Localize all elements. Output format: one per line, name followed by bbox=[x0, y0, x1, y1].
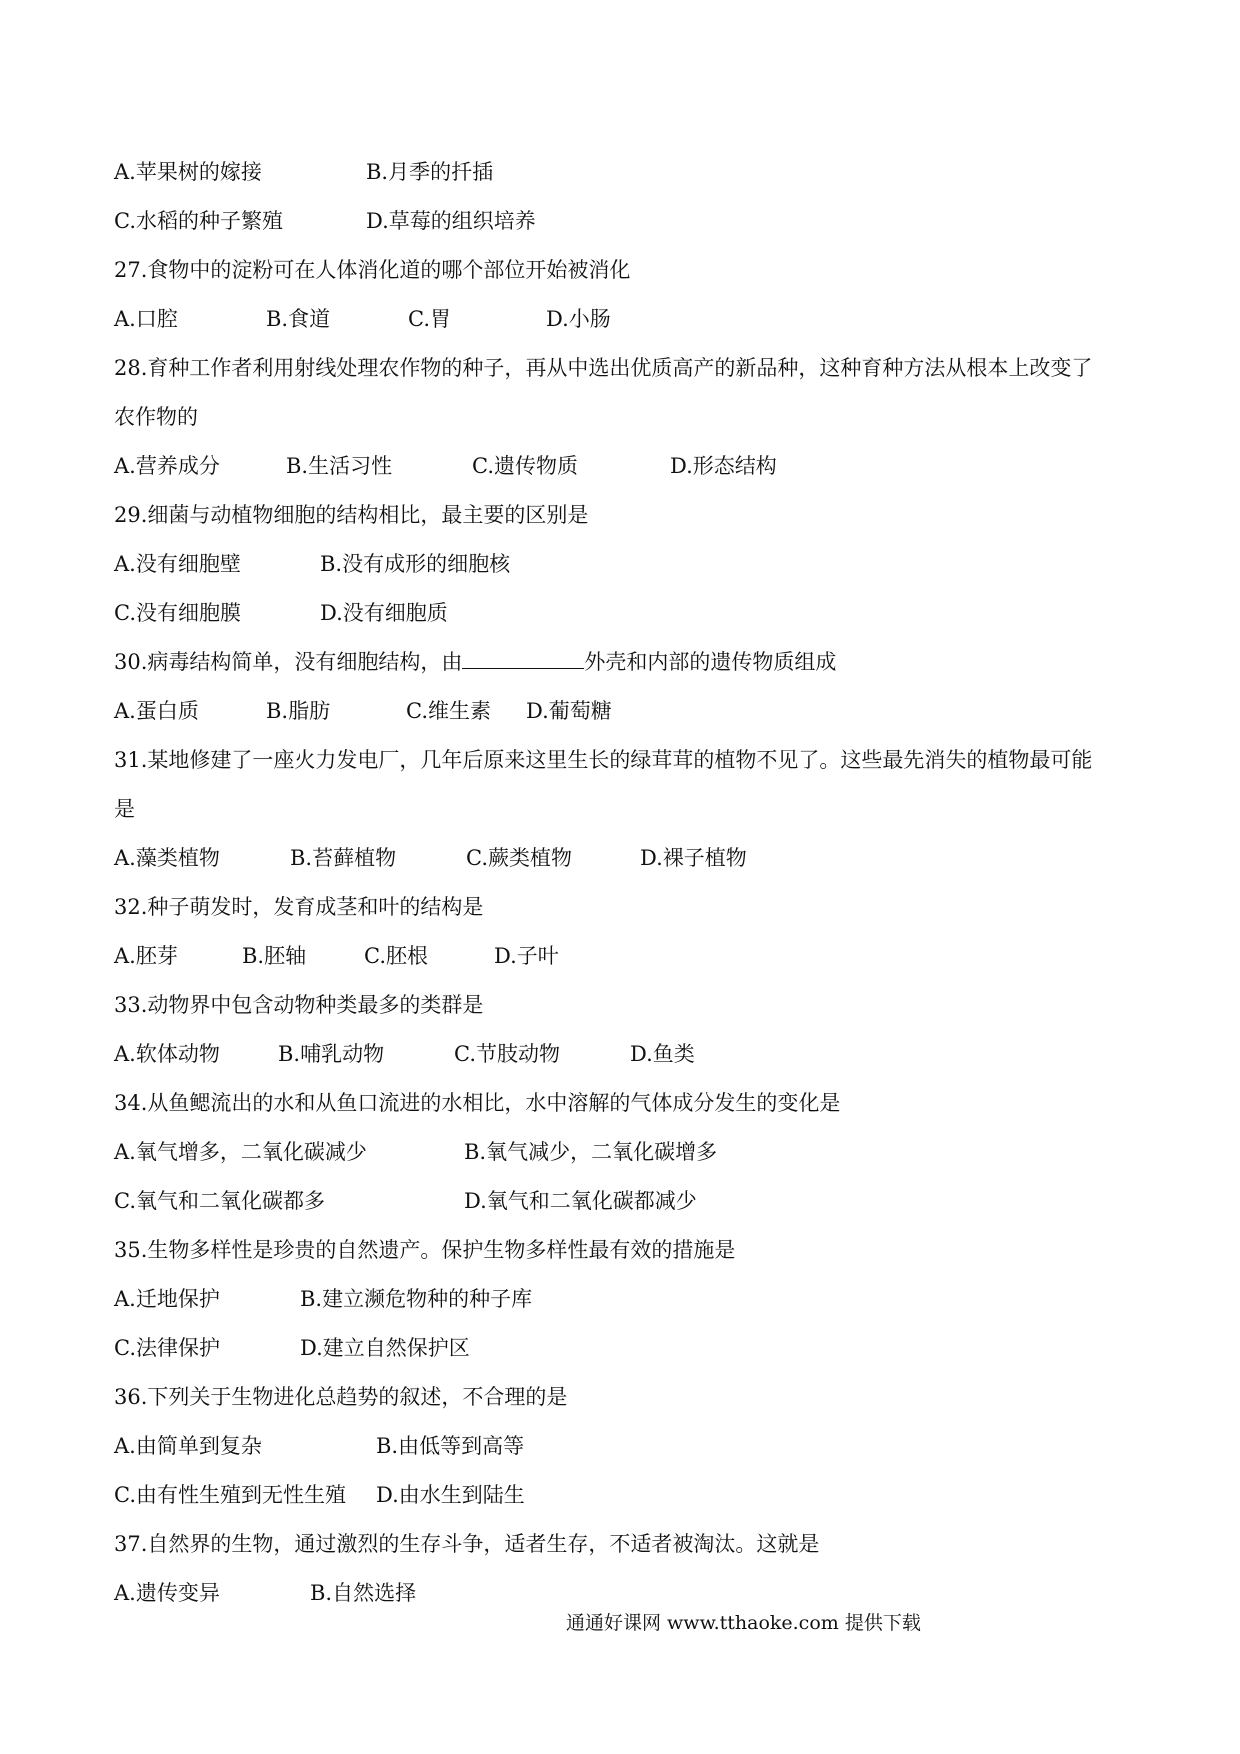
q37-stem: 37.自然界的生物，通过激烈的生存斗争，适者生存，不适者被淘汰。这就是 bbox=[114, 1532, 820, 1556]
q33-option-a: A.软体动物 bbox=[114, 1042, 220, 1066]
q29-stem: 29.细菌与动植物细胞的结构相比，最主要的区别是 bbox=[114, 503, 589, 527]
q34-option-b: B.氧气减少，二氧化碳增多 bbox=[464, 1140, 718, 1164]
q32-option-d: D.子叶 bbox=[494, 944, 559, 968]
q26-option-d: D.草莓的组织培养 bbox=[366, 209, 536, 233]
q26-option-b: B.月季的扦插 bbox=[366, 160, 494, 184]
q34-option-d: D.氧气和二氧化碳都减少 bbox=[464, 1189, 697, 1213]
q33-option-c: C.节肢动物 bbox=[454, 1042, 560, 1066]
q30-option-c: C.维生素 bbox=[406, 699, 491, 723]
q28-option-c: C.遗传物质 bbox=[472, 454, 578, 478]
q29-option-b: B.没有成形的细胞核 bbox=[320, 552, 511, 576]
q27-option-c: C.胃 bbox=[408, 307, 451, 331]
q30-option-d: D.葡萄糖 bbox=[526, 699, 612, 723]
q30-answer-blank bbox=[462, 648, 584, 669]
q36-option-c: C.由有性生殖到无性生殖 bbox=[114, 1483, 346, 1507]
q28-stem-line-2: 农作物的 bbox=[114, 405, 198, 429]
q32-option-a: A.胚芽 bbox=[114, 944, 178, 968]
q29-option-c: C.没有细胞膜 bbox=[114, 601, 241, 625]
q27-stem: 27.食物中的淀粉可在人体消化道的哪个部位开始被消化 bbox=[114, 258, 631, 282]
q34-stem: 34.从鱼鳃流出的水和从鱼口流进的水相比，水中溶解的气体成分发生的变化是 bbox=[114, 1091, 841, 1115]
q36-option-b: B.由低等到高等 bbox=[376, 1434, 525, 1458]
q31-option-d: D.裸子植物 bbox=[640, 846, 747, 870]
q31-option-c: C.蕨类植物 bbox=[466, 846, 572, 870]
q33-stem: 33.动物界中包含动物种类最多的类群是 bbox=[114, 993, 484, 1017]
q26-option-a: A.苹果树的嫁接 bbox=[114, 160, 262, 184]
q36-option-d: D.由水生到陆生 bbox=[376, 1483, 525, 1507]
q27-option-d: D.小肠 bbox=[546, 307, 611, 331]
q36-stem: 36.下列关于生物进化总趋势的叙述，不合理的是 bbox=[114, 1385, 568, 1409]
q35-option-c: C.法律保护 bbox=[114, 1336, 220, 1360]
q35-option-d: D.建立自然保护区 bbox=[300, 1336, 470, 1360]
q36-option-a: A.由简单到复杂 bbox=[114, 1434, 262, 1458]
q31-option-b: B.苔藓植物 bbox=[290, 846, 397, 870]
q30-stem-before: 30.病毒结构简单，没有细胞结构，由 bbox=[114, 650, 463, 674]
q31-stem-line-1: 31.某地修建了一座火力发电厂，几年后原来这里生长的绿茸茸的植物不见了。这些最先消失的植物最可能 bbox=[114, 748, 1093, 772]
q29-option-a: A.没有细胞壁 bbox=[114, 552, 241, 576]
q27-option-b: B.食道 bbox=[266, 307, 331, 331]
q30-stem bbox=[114, 648, 836, 676]
q32-option-b: B.胚轴 bbox=[242, 944, 307, 968]
q31-stem-line-2: 是 bbox=[114, 797, 135, 821]
q32-stem: 32.种子萌发时，发育成茎和叶的结构是 bbox=[114, 895, 484, 919]
q28-option-d: D.形态结构 bbox=[670, 454, 777, 478]
q35-option-b: B.建立濒危物种的种子库 bbox=[300, 1287, 533, 1311]
q26-option-c: C.水稻的种子繁殖 bbox=[114, 209, 283, 233]
q33-option-b: B.哺乳动物 bbox=[278, 1042, 385, 1066]
q30-option-b: B.脂肪 bbox=[266, 699, 331, 723]
page-footer: 通通好课网 www.tthaoke.com 提供下载 bbox=[566, 1612, 921, 1634]
q37-option-a: A.遗传变异 bbox=[114, 1581, 220, 1605]
q35-option-a: A.迁地保护 bbox=[114, 1287, 220, 1311]
q29-option-d: D.没有细胞质 bbox=[320, 601, 448, 625]
q28-option-b: B.生活习性 bbox=[286, 454, 393, 478]
q37-option-b: B.自然选择 bbox=[310, 1581, 417, 1605]
q35-stem: 35.生物多样性是珍贵的自然遗产。保护生物多样性最有效的措施是 bbox=[114, 1238, 736, 1262]
q31-option-a: A.藻类植物 bbox=[114, 846, 220, 870]
q27-option-a: A.口腔 bbox=[114, 307, 178, 331]
q32-option-c: C.胚根 bbox=[364, 944, 428, 968]
q28-stem-line-1: 28.育种工作者利用射线处理农作物的种子，再从中选出优质高产的新品种，这种育种方法从根本上改变了 bbox=[114, 356, 1093, 380]
q28-option-a: A.营养成分 bbox=[114, 454, 220, 478]
q30-option-a: A.蛋白质 bbox=[114, 699, 199, 723]
q34-option-c: C.氧气和二氧化碳都多 bbox=[114, 1189, 325, 1213]
q33-option-d: D.鱼类 bbox=[630, 1042, 695, 1066]
q34-option-a: A.氧气增多，二氧化碳减少 bbox=[114, 1140, 367, 1164]
q30-stem-after: 外壳和内部的遗传物质组成 bbox=[584, 650, 837, 674]
